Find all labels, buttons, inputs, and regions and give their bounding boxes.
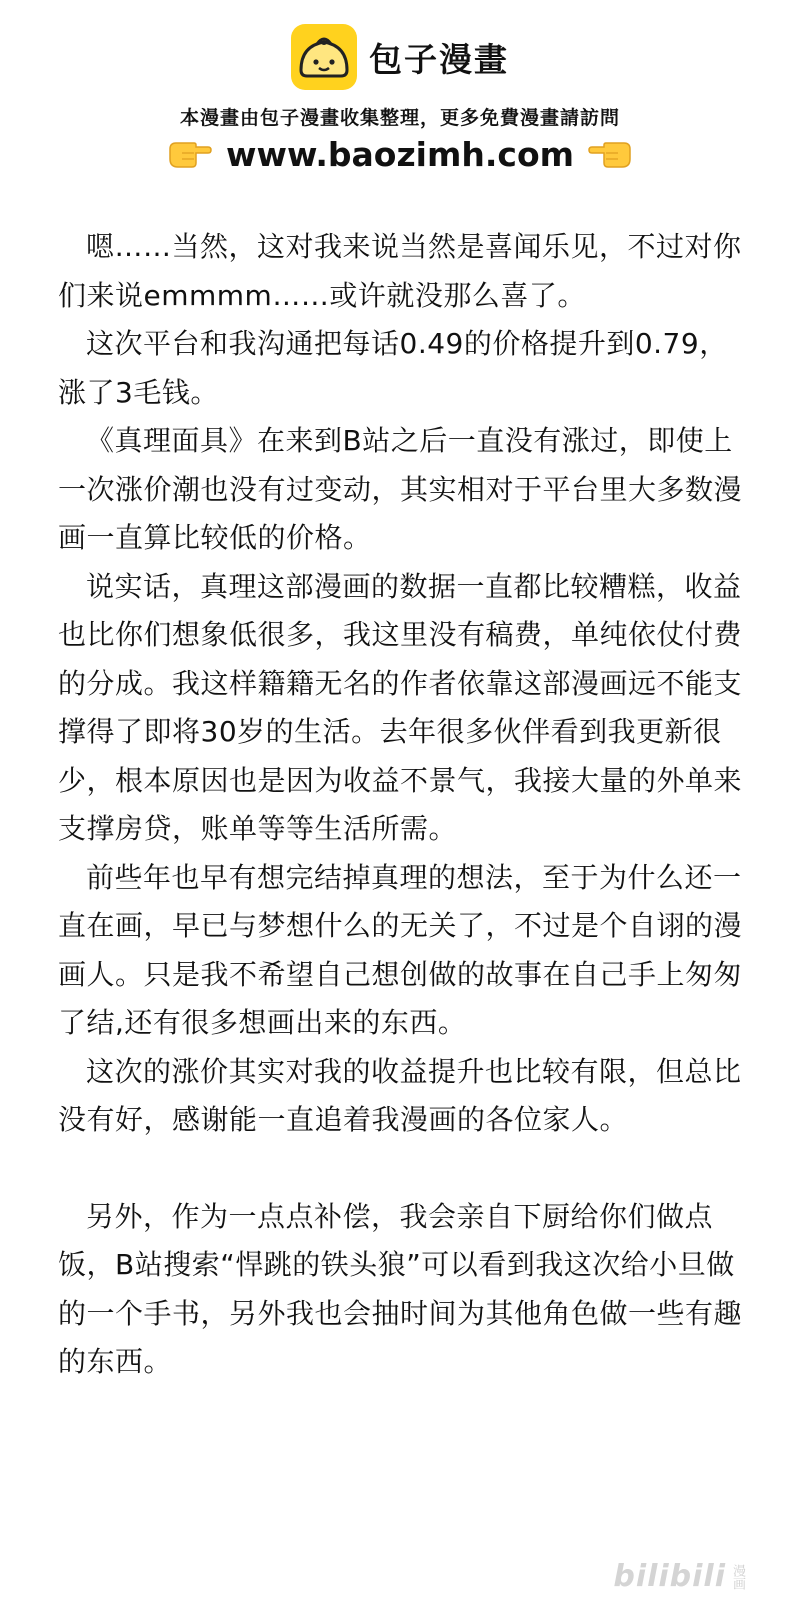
site-header [0,0,800,180]
pointing-right-hand-icon [168,139,212,169]
paragraph: 这次的涨价其实对我的收益提升也比较有限，但总比没有好，感谢能一直追着我漫画的各位家人。 [58,1054,742,1136]
watermark-logo-text: bilibili [613,1559,726,1594]
site-url-row [0,130,800,178]
bun-mascot-icon [291,24,357,90]
paragraph: 《真理面具》在来到B站之后一直没有涨过，即使上一次涨价潮也没有过变动，其实相对于平台里大多数漫画一直算比较低的价格。 [58,424,743,554]
watermark-sub-text: 漫画 [730,1563,745,1590]
bilibili-manga-watermark [613,1559,744,1594]
paragraph: 前些年也早有想完结掉真理的想法，至于为什么还一直在画，早已与梦想什么的无关了，不过是个自诩的漫画人。只是我不希望自己想创做的故事在自己手上匆匆了结,还有很多想画出来的东西。 [58,860,743,1039]
paragraph: 说实话，真理这部漫画的数据一直都比较糟糕，收益也比你们想象低很多，我这里没有稿费，单纯依仗付费的分成。我这样籍籍无名的作者依靠这部漫画远不能支撑得了即将30岁的生活。去年很多伙伴看到我更新很少，根本原因也是因为收益不景气，我接大量的外单来支撑房贷，账单等等生活所需。 [58,569,743,845]
brand-name: 包子漫畫 [369,39,509,79]
pointing-left-hand-icon [588,139,632,169]
site-notice: 本漫畫由包子漫畫收集整理，更多免費漫畫請訪問 [179,107,620,129]
paragraph: 另外，作为一点点补偿，我会亲自下厨给你们做点饭，B站搜索“悍跳的铁头狼”可以看到我这次给小旦做的一个手书，另外我也会抽时间为其他角色做一些有趣的东西。 [58,1199,743,1378]
paragraph: 嗯……当然，这对我来说当然是喜闻乐见，不过对你们来说emmmm……或许就没那么喜了。 [58,230,742,312]
brand-logo[interactable] [0,22,800,92]
site-url-link[interactable]: www.baozimh.com [226,134,574,174]
paragraph: 这次平台和我沟通把每话0.49的价格提升到0.79，涨了3毛钱。 [58,327,728,409]
author-note [58,223,744,1387]
